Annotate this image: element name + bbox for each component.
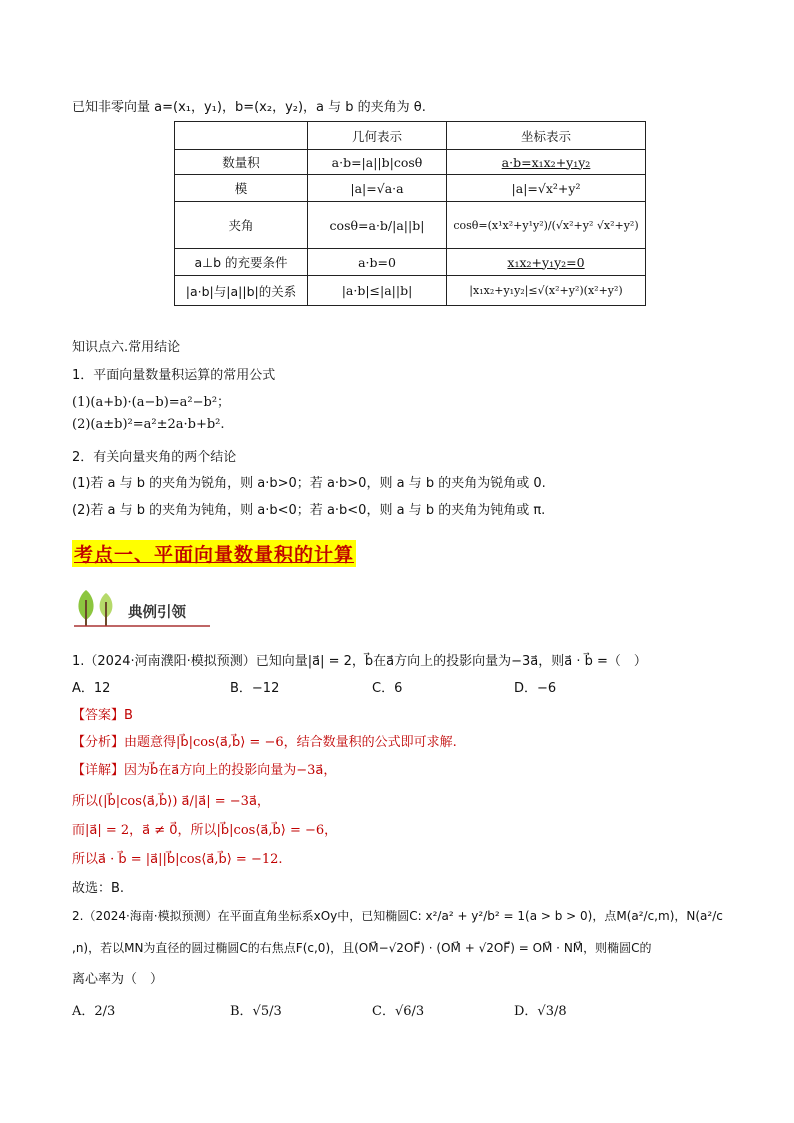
conclusion-line: (2)若 a 与 b 的夹角为钝角，则 a·b<0；若 a·b<0，则 a 与 b 的夹角为钝角或 π.: [72, 503, 546, 518]
geo-cell: |a|=√a·a: [308, 175, 447, 202]
table-header-empty: [175, 122, 308, 150]
row-label: a⊥b 的充要条件: [175, 249, 308, 276]
row-label: |a·b|与|a||b|的关系: [175, 276, 308, 306]
detail-line: [72, 759, 336, 778]
intro-text: 已知非零向量 a=(x₁，y₁)，b=(x₂，y₂)，a 与 b 的夹角为 θ.: [72, 100, 426, 115]
option-b: B．−12: [230, 681, 280, 696]
banner-label: 典例引领: [128, 605, 186, 621]
coord-cell: |a|=√x²+y²: [447, 175, 646, 202]
option-c: C．√6/3: [372, 1004, 425, 1019]
knowledge-subheading: 1．平面向量数量积运算的常用公式: [72, 368, 276, 383]
option-c: C．6: [372, 681, 403, 696]
question-stem: 2.（2024·海南·模拟预测）在平面直角坐标系xOy中，已知椭圆C: x²/a² + y²/b² = 1(a > b > 0)，点M(a²/c,m)，N(a²/c: [72, 909, 723, 923]
solution-step: 所以(|b⃗|cos⟨a⃗,b⃗⟩) a⃗/|a⃗| = −3a⃗，: [72, 794, 270, 809]
formula-line: (1)(a+b)·(a−b)=a²−b²；: [72, 395, 231, 410]
section-title: 考点一、平面向量数量积的计算: [72, 540, 356, 567]
coord-cell: |x₁x₂+y₁y₂|≤√(x²+y²)(x²+y²): [447, 276, 646, 306]
table-header-row: [175, 122, 646, 150]
answer-line: 【答案】B: [72, 708, 133, 723]
table-row: [175, 202, 646, 249]
analysis-text: 由题意得|b⃗|cos⟨a⃗,b⃗⟩ = −6，结合数量积的公式即可求解.: [124, 735, 457, 750]
option-b: B．√5/3: [230, 1004, 282, 1019]
coord-cell: a·b=x₁x₂+y₁y₂: [447, 150, 646, 175]
option-d: D．−6: [514, 681, 557, 696]
option-a: A．12: [72, 681, 111, 696]
analysis-label: 【分析】: [72, 735, 125, 750]
table-header: 坐标表示: [447, 122, 646, 150]
solution-step: 而|a⃗| = 2，a⃗ ≠ 0⃗，所以|b⃗|cos⟨a⃗,b⃗⟩ = −6，: [72, 823, 338, 838]
geo-cell: cosθ=a·b/|a||b|: [308, 202, 447, 249]
option-a: A．2/3: [72, 1004, 116, 1019]
table-row: [175, 249, 646, 276]
detail-label: 【详解】: [72, 763, 125, 778]
geo-cell: |a·b|≤|a||b|: [308, 276, 447, 306]
table-row: [175, 150, 646, 175]
table-header: 几何表示: [308, 122, 447, 150]
geo-cell: a·b=0: [308, 249, 447, 276]
choice-line: 故选：B.: [72, 881, 125, 896]
row-label: 模: [175, 175, 308, 202]
table-row: [175, 175, 646, 202]
conclusion-line: (1)若 a 与 b 的夹角为锐角，则 a·b>0；若 a·b>0，则 a 与 b 的夹角为锐角或 0.: [72, 476, 546, 491]
option-d: D．√3/8: [514, 1004, 567, 1019]
knowledge-heading: 知识点六.常用结论: [72, 340, 181, 355]
question-stem: 1.（2024·河南濮阳·模拟预测）已知向量|a⃗| = 2，b⃗在a⃗方向上的投影向量为−3a⃗，则a⃗ · b⃗ =（ ）: [72, 654, 647, 669]
solution-step: 所以a⃗ · b⃗ = |a⃗||b⃗|cos⟨a⃗,b⃗⟩ = −12.: [72, 852, 283, 867]
coord-cell: x₁x₂+y₁y₂=0: [447, 249, 646, 276]
comparison-table: [174, 121, 646, 306]
question-stem: 离心率为（ ）: [72, 972, 164, 987]
geo-cell: a·b=|a||b|cosθ: [308, 150, 447, 175]
row-label: 夹角: [175, 202, 308, 249]
table-row: [175, 276, 646, 306]
detail-text: 因为b⃗在a⃗方向上的投影向量为−3a⃗，: [124, 763, 337, 778]
formula-line: (2)(a±b)²=a²±2a·b+b².: [72, 417, 225, 432]
row-label: 数量积: [175, 150, 308, 175]
question-stem: ,n)，若以MN为直径的圆过椭圆C的右焦点F(c,0)，且(OM⃗−√2OF⃗) · (OM⃗ + √2OF⃗) = OM⃗ · NM⃗，则椭圆C的: [72, 941, 652, 955]
analysis-line: [72, 731, 457, 750]
coord-cell: cosθ=(x¹x²+y¹y²)/(√x²+y² √x²+y²): [447, 202, 646, 249]
knowledge-subheading: 2．有关向量夹角的两个结论: [72, 450, 237, 465]
